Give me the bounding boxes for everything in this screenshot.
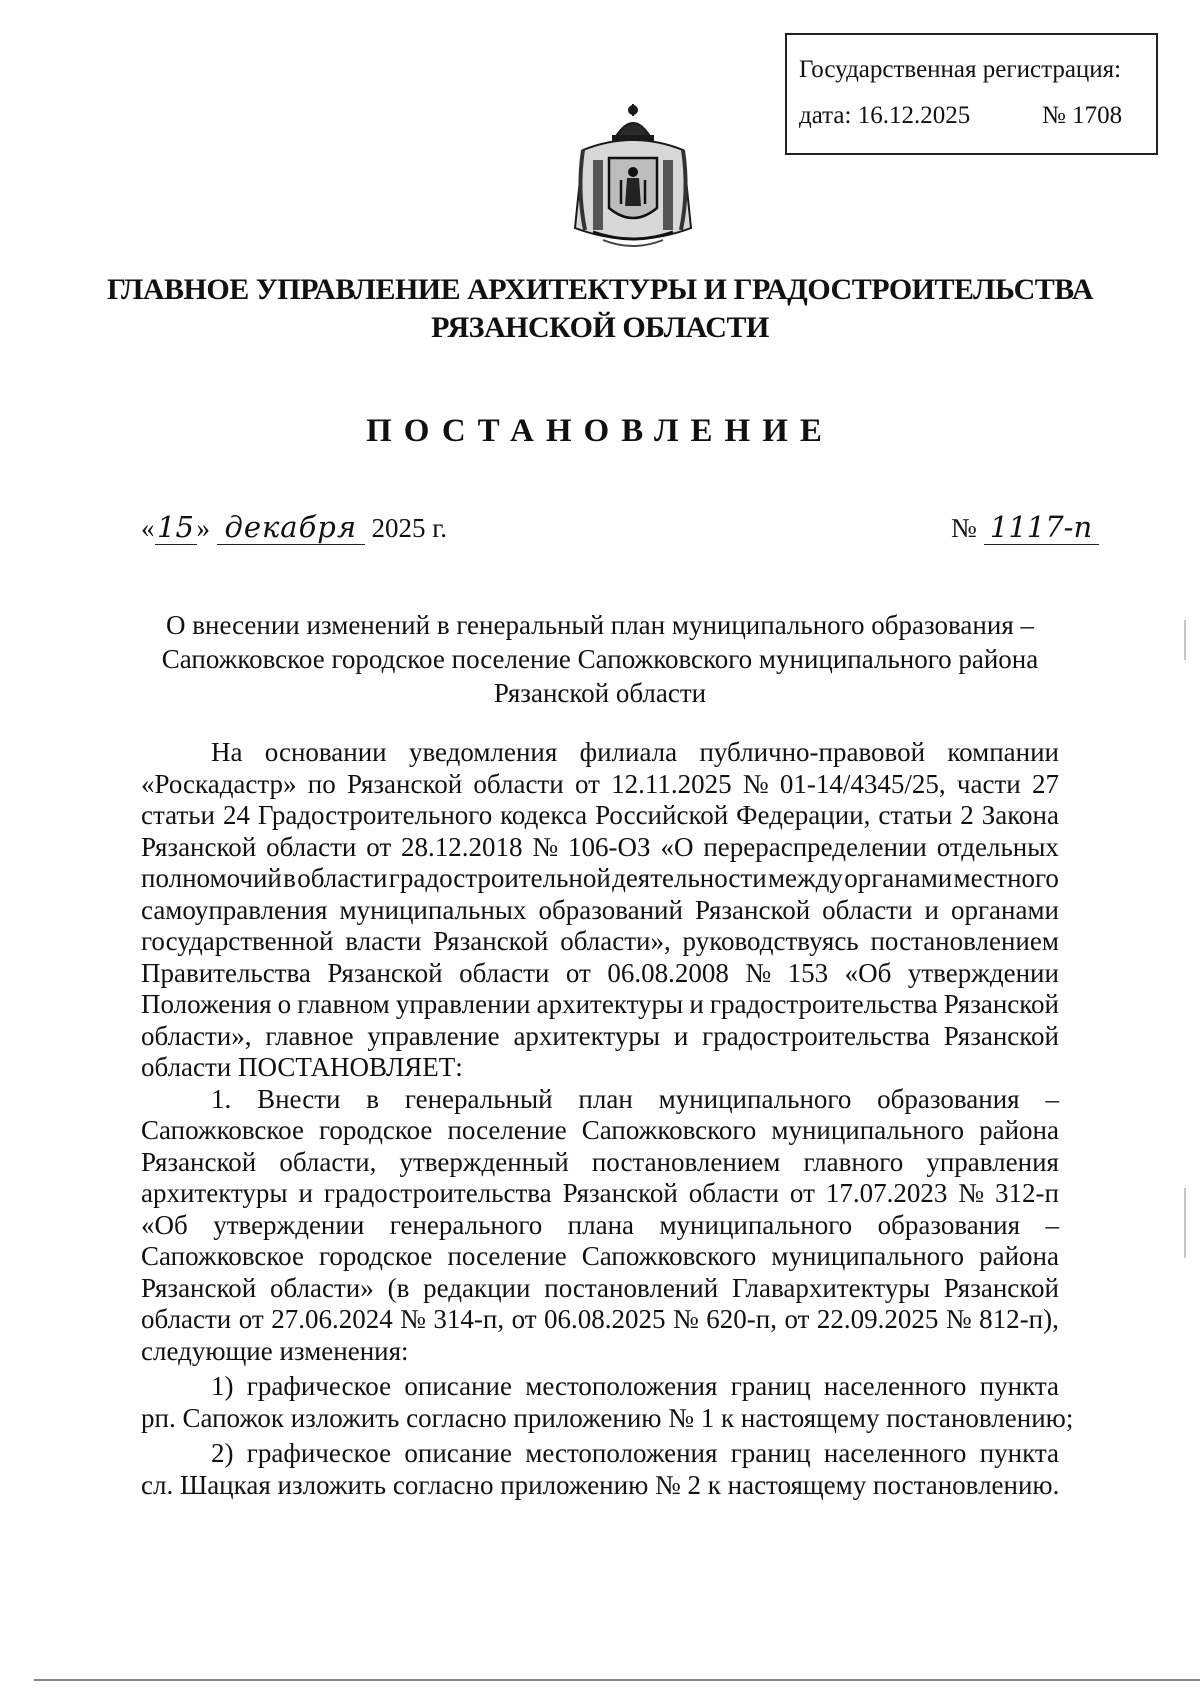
word: постановлений <box>544 1272 719 1303</box>
word: от <box>565 957 591 988</box>
registration-stamp <box>785 33 1158 155</box>
word: области <box>266 831 357 862</box>
word: области», <box>560 926 671 956</box>
word: Сапожковское <box>141 1241 304 1271</box>
paragraph-item-1 <box>141 1084 1059 1336</box>
word: Рязанской <box>141 1146 257 1177</box>
paragraph-line <box>141 1115 1059 1147</box>
word: Внести <box>257 1083 341 1114</box>
organization-name-line2: РЯЗАНСКОЙ ОБЛАСТИ <box>431 311 769 344</box>
word: «О <box>660 831 694 862</box>
word: Рязанской <box>433 926 549 956</box>
word: образования <box>877 1209 1021 1240</box>
word: Градостроительного <box>257 800 493 830</box>
word: 12.11.2025 <box>611 768 732 799</box>
registration-number: № 1708 <box>1042 102 1123 129</box>
word: Рязанской <box>562 1178 678 1208</box>
document-number <box>951 512 1099 545</box>
word: 06.08.2008 <box>607 957 729 988</box>
document-subject <box>141 608 1059 710</box>
word: перераспределении <box>703 831 927 862</box>
word: населенного <box>823 1438 967 1468</box>
word: градостроительства <box>702 1020 930 1051</box>
word: Правительства <box>141 957 311 988</box>
organization-name-line1: ГЛАВНОЕ УПРАВЛЕНИЕ АРХИТЕКТУРЫ И ГРАДОСТРОИТЕЛЬСТВА <box>106 273 1094 306</box>
word: – <box>1045 1209 1059 1240</box>
word: план <box>578 1083 633 1114</box>
word: полномочий <box>141 863 282 893</box>
registration-date: дата: 16.12.2025 <box>799 102 971 129</box>
word: поселение <box>447 1115 567 1145</box>
word: архитектуры <box>536 989 684 1019</box>
word: № <box>400 1304 426 1334</box>
word: 312-п <box>994 1178 1059 1208</box>
word: между <box>767 863 843 893</box>
paragraph-line: области ПОСТАНОВЛЯЕТ: <box>141 1052 463 1082</box>
date-day: 15 <box>155 512 197 545</box>
document-number-value: 1117-п <box>984 512 1099 545</box>
word: утверждении <box>907 957 1059 988</box>
word: генерального <box>389 1209 543 1240</box>
word: Рязанской <box>943 1272 1059 1303</box>
word: области <box>688 1178 779 1208</box>
word: № <box>945 1304 972 1334</box>
word: государственной <box>141 926 334 956</box>
paragraph-line: рп. Сапожок изложить согласно приложению № 1 к настоящему постановлению; <box>141 1402 1074 1433</box>
paragraph-line <box>141 800 1059 832</box>
word: № <box>532 831 559 862</box>
paragraph-line <box>141 1241 1059 1273</box>
word: № <box>673 1304 699 1334</box>
word: «Роскадастр» <box>141 768 297 799</box>
paragraph-line <box>141 1178 1059 1210</box>
word: (в <box>387 1272 410 1303</box>
word: градостроительной <box>388 863 611 893</box>
word: о <box>277 989 292 1019</box>
word: 314-п, <box>433 1304 505 1334</box>
word: статьи <box>878 800 953 830</box>
paragraph-line <box>141 832 1059 864</box>
word: Рязанской <box>943 1020 1059 1051</box>
word: генеральный <box>404 1083 553 1114</box>
paragraph-subitem-2 <box>141 1438 1059 1470</box>
word: муниципального <box>658 1083 852 1114</box>
word: основании <box>264 737 387 767</box>
word: границ <box>730 1438 811 1468</box>
paragraph-line <box>141 926 1059 958</box>
word: и <box>673 1020 689 1051</box>
word: 01-14/4345/25, <box>779 768 946 799</box>
subject-line: Сапожковское городское поселение Сапожковского муниципального района <box>161 644 1039 674</box>
paragraph-line <box>141 1304 1059 1336</box>
word: руководствуясь <box>682 926 859 956</box>
paragraph-line <box>141 1371 1059 1403</box>
word: местоположения <box>525 1438 718 1468</box>
subject-line: Рязанской области <box>493 678 707 708</box>
word: 1. <box>211 1083 232 1114</box>
word: градостроительства <box>323 1178 552 1208</box>
word: и <box>298 1178 313 1208</box>
word: отдельных <box>936 831 1059 862</box>
document-body <box>141 737 1074 1501</box>
word: описание <box>404 1438 512 1468</box>
word: 27.06.2024 <box>271 1304 393 1334</box>
word: самоуправления <box>141 894 328 925</box>
word: части <box>956 768 1021 799</box>
word: Рязанской <box>943 989 1059 1019</box>
registration-title: Государственная регистрация: <box>799 56 1122 83</box>
document-type-title: ПОСТАНОВЛЕНИЕ <box>366 413 834 449</box>
date-close-quote: » <box>196 513 210 543</box>
word: На <box>211 737 243 767</box>
document-date <box>141 512 447 545</box>
scan-bottom-edge <box>34 1679 1200 1681</box>
word: архитектуры <box>513 1020 660 1051</box>
paragraph-line <box>141 1438 1059 1470</box>
paragraph-preamble <box>141 737 1059 1052</box>
word: от <box>784 1304 810 1334</box>
word: от <box>366 831 392 862</box>
word: 2 <box>960 800 974 830</box>
word: 812-п), <box>979 1304 1059 1334</box>
paragraph-line: сл. Шацкая изложить согласно приложению № 2 к настоящему постановлению. <box>141 1469 1060 1500</box>
subject-line: О внесении изменений в генеральный план муниципального образования – <box>166 610 1034 640</box>
paragraph-line <box>141 1273 1059 1305</box>
word: публично-правовой <box>699 737 926 767</box>
word: постановлением <box>591 1146 781 1177</box>
word: главное <box>265 1020 354 1051</box>
word: утверждении <box>213 1209 365 1240</box>
word: постановлением <box>870 926 1059 956</box>
word: 1) <box>211 1371 234 1401</box>
word: области <box>822 894 913 925</box>
word: 22.09.2025 <box>816 1304 939 1334</box>
word: 28.12.2018 <box>401 831 523 862</box>
word: образований <box>538 894 683 925</box>
word: № <box>742 768 769 799</box>
word: плана <box>567 1209 635 1240</box>
word: 153 <box>787 957 829 988</box>
word: 27 <box>1031 768 1059 799</box>
word: Российской <box>595 800 729 830</box>
word: утвержденный <box>399 1146 569 1177</box>
word: Положения <box>141 989 272 1019</box>
paragraph-line <box>141 1210 1059 1242</box>
word: области» <box>270 1272 374 1303</box>
word: управлении <box>395 989 531 1019</box>
word: городское <box>319 1241 433 1271</box>
word: 106-ОЗ <box>568 831 651 862</box>
word: и <box>689 989 704 1019</box>
word: Рязанской <box>327 957 443 988</box>
word: главного <box>803 1146 904 1177</box>
word: поселение <box>447 1241 567 1271</box>
scan-edge-mark <box>1184 620 1186 660</box>
word: муниципального <box>771 1241 965 1271</box>
paragraph-line <box>141 895 1059 927</box>
paragraph-line: следующие изменения: <box>141 1335 409 1366</box>
word: графическое <box>246 1371 392 1401</box>
word: 06.08.2025 <box>544 1304 666 1334</box>
paragraph-line <box>141 1084 1059 1116</box>
paragraph-line <box>141 737 1059 769</box>
word: графическое <box>246 1438 392 1468</box>
word: пункта <box>979 1371 1059 1401</box>
word: уведомления <box>408 737 558 767</box>
paragraph-line <box>141 863 1059 895</box>
word: городское <box>319 1115 433 1145</box>
word: Рязанской <box>346 768 463 799</box>
word: местного <box>953 863 1059 893</box>
paragraph-line <box>141 989 1059 1021</box>
word: населенного <box>823 1371 967 1401</box>
word: № <box>745 957 772 988</box>
word: 17.07.2023 <box>825 1178 948 1208</box>
word: от <box>511 1304 537 1334</box>
date-open-quote: « <box>141 513 155 543</box>
word: района <box>979 1115 1059 1145</box>
word: Главархитектуры <box>731 1272 930 1303</box>
word: от <box>238 1304 264 1334</box>
word: архитектуры <box>141 1178 288 1208</box>
word: местоположения <box>525 1371 718 1401</box>
word: органами <box>950 894 1059 925</box>
word: 24 <box>222 800 250 830</box>
word: образования <box>877 1083 1020 1114</box>
word: 2) <box>211 1438 234 1468</box>
word: – <box>1045 1083 1059 1114</box>
scan-edge-mark <box>1184 1188 1186 1258</box>
word: управление <box>367 1020 500 1051</box>
word: градостроительства <box>709 989 938 1019</box>
word: Сапожковского <box>581 1115 757 1145</box>
word: в <box>283 863 296 893</box>
date-year: 2025 г. <box>371 513 448 543</box>
word: в <box>366 1083 380 1114</box>
word: статьи <box>141 800 215 830</box>
word: Рязанской <box>694 894 811 925</box>
word: описание <box>404 1371 512 1401</box>
coat-of-arms-icon <box>563 100 703 255</box>
word: органами <box>844 863 953 893</box>
word: области <box>297 863 388 893</box>
word: пункта <box>979 1438 1059 1468</box>
word: и <box>924 894 939 925</box>
word: муниципального <box>771 1115 965 1145</box>
paragraph-line <box>141 1021 1059 1053</box>
word: Сапожковского <box>581 1241 757 1271</box>
paragraph-line <box>141 769 1059 801</box>
paragraph-line <box>141 1147 1059 1179</box>
word: Рязанской <box>141 831 257 862</box>
word: управления <box>926 1146 1059 1177</box>
date-month: декабря <box>217 512 365 545</box>
word: «Об <box>141 1209 188 1240</box>
word: района <box>979 1241 1059 1271</box>
word: Федерации, <box>736 800 871 830</box>
word: Сапожковское <box>141 1115 304 1145</box>
document-number-label: № <box>951 513 977 543</box>
word: от <box>574 768 600 799</box>
word: власти <box>345 926 422 956</box>
word: муниципальных <box>339 894 527 925</box>
word: «Об <box>844 957 892 988</box>
word: от <box>789 1178 815 1208</box>
word: редакции <box>423 1272 531 1303</box>
word: муниципального <box>659 1209 853 1240</box>
word: деятельности <box>612 863 767 893</box>
word: 620-п, <box>706 1304 777 1334</box>
word: Закона <box>981 800 1059 830</box>
word: области <box>459 957 550 988</box>
word: области <box>473 768 564 799</box>
word: кодекса <box>500 800 588 830</box>
word: Рязанской <box>141 1272 257 1303</box>
word: области», <box>141 1020 252 1051</box>
word: по <box>307 768 336 799</box>
word: главном <box>297 989 390 1019</box>
word: № <box>958 1178 985 1208</box>
paragraph-subitem-1 <box>141 1371 1059 1403</box>
word: области, <box>279 1146 377 1177</box>
word: области <box>141 1304 232 1334</box>
paragraph-line <box>141 958 1059 990</box>
word: компании <box>947 737 1059 767</box>
word: филиала <box>579 737 678 767</box>
word: границ <box>730 1371 811 1401</box>
